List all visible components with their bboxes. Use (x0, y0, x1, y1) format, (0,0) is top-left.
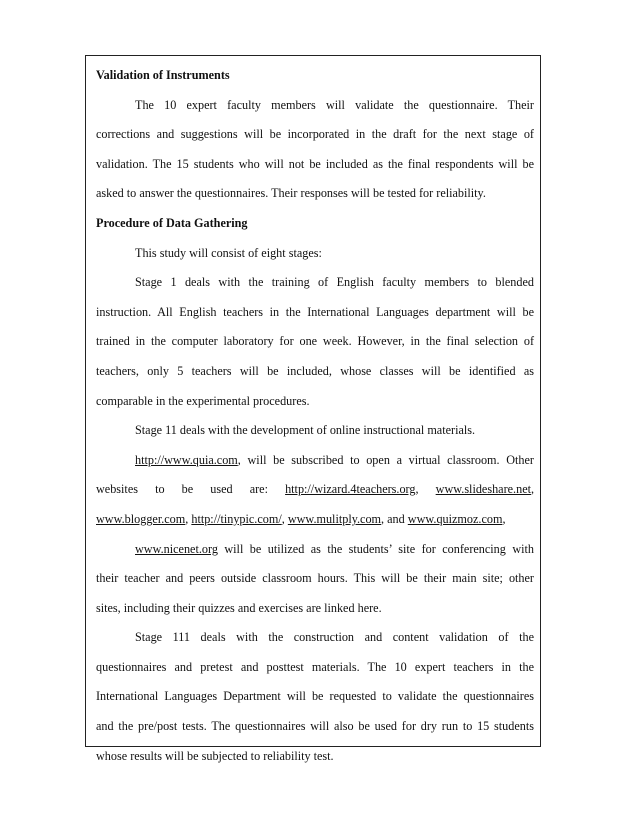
link-quia[interactable]: http://www.quia.com (135, 452, 238, 467)
paragraph-line: instruction. All English teachers in the International Languages department will be (96, 304, 534, 319)
paragraph-line: The 10 expert faculty members will validate the questionnaire. Their (135, 97, 534, 112)
link-nicenet[interactable]: www.nicenet.org (135, 541, 218, 556)
link-mulitply[interactable]: www.mulitply.com (287, 511, 382, 526)
paragraph-line: whose results will be subjected to reliability test. (96, 748, 334, 763)
paragraph-line: asked to answer the questionnaires. Their responses will be tested for reliability. (96, 186, 486, 201)
paragraph-line: teachers, only 5 teachers will be included, whose classes will be identified as (96, 363, 534, 378)
paragraph-line-links: www.blogger.com, http://tinypic.com/, www.mulitply.com, and www.quizmoz.com, (96, 511, 506, 526)
link-quizmoz[interactable]: www.quizmoz.com (407, 511, 503, 526)
document-body (96, 64, 534, 774)
paragraph-line: validation. The 15 students who will not be included as the final respondents will be (96, 156, 534, 171)
paragraph-line: Stage 11 deals with the development of online instructional materials. (135, 423, 476, 438)
paragraph-line: Stage 1 deals with the training of English faculty members to blended (135, 275, 534, 290)
paragraph-line: International Languages Department will be requested to validate the questionnaires (96, 689, 534, 704)
paragraph-line-nicenet (96, 538, 534, 568)
paragraph-line: This study will consist of eight stages: (135, 245, 322, 260)
link-slideshare[interactable]: www.slideshare.net (435, 482, 531, 497)
websites-prefix-text: websites to be used are: (96, 482, 268, 497)
paragraph-line-websites: websites to be used are: http://wizard.4teachers.org, www.slideshare.net, (96, 482, 535, 497)
paragraph-line: comparable in the experimental procedures. (96, 393, 310, 408)
paragraph-line: Stage 111 deals with the construction and content validation of the (135, 630, 534, 645)
paragraph-line: corrections and suggestions will be incorporated in the draft for the next stage of (96, 127, 534, 142)
paragraph-line: sites, including their quizzes and exercises are linked here. (96, 600, 382, 615)
nicenet-rest-text: will be utilized as the students’ site for conferencing with (217, 541, 534, 556)
link-blogger[interactable]: www.blogger.com (96, 511, 186, 526)
paragraph-line: trained in the computer laboratory for one week. However, in the final selection of (96, 334, 534, 349)
paragraph-line: and the pre/post tests. The questionnaires will also be used for dry run to 15 students (96, 719, 534, 734)
quia-rest-text: , will be subscribed to open a virtual classroom. Other (237, 452, 534, 467)
paragraph-line: questionnaires and pretest and posttest materials. The 10 expert teachers in the (96, 659, 534, 674)
heading-procedure-of-data-gathering: Procedure of Data Gathering (96, 215, 248, 230)
paragraph-line-quia (96, 449, 534, 479)
link-wizard-4teachers[interactable]: http://wizard.4teachers.org (285, 482, 416, 497)
paragraph-line: their teacher and peers outside classroom hours. This will be their main site; other (96, 571, 534, 586)
heading-validation-of-instruments: Validation of Instruments (96, 68, 230, 82)
link-tinypic[interactable]: http://tinypic.com/ (191, 511, 282, 526)
